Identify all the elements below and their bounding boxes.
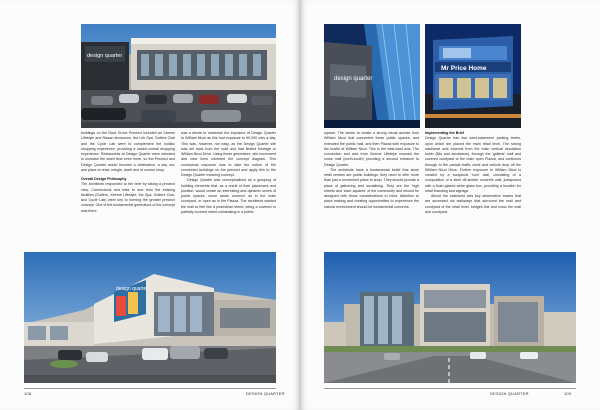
photo-wall-sign-text: design quarter [334,76,373,82]
photo-exterior-image [24,252,276,383]
photo-icon-wall-night [324,24,420,128]
left-text-column-1 [81,131,175,247]
right-text-column-1 [324,131,419,247]
photo-design-quarter-parking [81,24,276,128]
body-paragraph: Design Quarter was conceptualised as a grouping of building elements that, as a result of their placement and position, would create an interesting and dynamic series of public spaces, some areas covered, as in the main courtyard, or open as in the Piazza. The architects wanted the mall to feel like a pedestrian street, being a covered or partially covered street culminating in a public [181,178,276,214]
photo-icon-wall-image [324,24,420,128]
right-page [300,0,600,410]
right-text-column-2 [425,131,521,247]
photo-store-sign-text: Mr Price Home [441,65,487,72]
running-title: DESIGN QUARTER [490,391,529,396]
body-paragraph: Above the east/west axis key observation towers that are accessed via walkways that surround the mall and courtyard of the retail level, bridges link and cross the mall and courtyard. [425,194,521,214]
photo-mr-price-image [425,24,521,128]
body-paragraph: Design Quarter has two semi-basement parking levels, upon which are placed the main retail level. The strong east/west axis extends from the main vertical circulation tower (lifts and escalators), through the 'galleria' mall and covered courtyard to the main open Piazza, and continues through to the parade traffic circle and vehicle drop off the William Nicol Drive. Further exposure to William Nicol is created by a sculptural 'icon' wall, consisting of a composition of a steel off-shutter concrete wall, juxtaposed with a flush-glazed white glass box, providing a location for retail branding and signage. [425,136,521,193]
body-paragraph: was a desire to maximise the exposure of Design Quarter to William Nicol as this had exposure to 60,000 cars a day. This was, however, not easy, as the Design Quarter site was set back from the road and had limited frontage to William Nicol Drive. Using these generators, site movement and view lines informed the concept diagram. This conceptual response was to take the notion of the connected buildings on the precinct and apply this to the Design Quarter meaning concept. [181,131,276,177]
section-heading: Overall Design Philosophy [81,177,127,181]
photo-design-quarter-street [324,252,576,383]
body-paragraph: The architects responded to the brief by taking a precinct view. Connections and links to and from the existing facilities (Golfers, Xtreme Lifestyle, the Spa, Golfers Club, and Cycle Lab) were key to forming the greater precinct concept. One of the fundamental generators of the concept was there [81,182,175,213]
photo-parking-image [81,24,276,128]
photo-banner-text: design quarter [116,286,148,292]
footer-rule [24,388,276,389]
page-number: 109 [564,391,572,396]
body-paragraph: square. The desire to create a strong visual access from William Nicol that connected these public spaces, and extended the public mall, and then Piazza with exposure to the bustle of William Nicol. This is the east-west axis. The connection and axis from Xtreme Lifestyle crossed the cross mall (north-south) providing a second entrance to Design Quarter. [324,131,419,167]
body-paragraph: The architects have a fundamental belief that since retail centres are public buildings, they need to offer more than just a convenient place to shop. They should provide a place of gathering and socialising. They are the 'high streets and 'town squares' of the community and should be designed with those considerations in mind. Attention to place making and creating opportunities to experience the natural environment should be fundamental concerns. [324,167,419,209]
running-title: DESIGN QUARTER [246,391,285,396]
photo-street-image [324,252,576,383]
section-heading: Implementing the Brief [425,131,464,135]
footer-rule [324,388,576,389]
photo-sign-text: design quarter [87,53,123,59]
body-paragraph: buildings on the Nicol Grove Precinct included an Xtreme Lifestyle and Nissan showroom, the Life Spa, Golfers Club and the Cycle Lab were to complement the holistic shopping experience, providing a varied overall shopping experience. Restaurants at Design Quarter were intended to increase the dwell time even more, so the Precinct and Design Quarter would become a destination, a day out, and place to relax, mingle, dwell and of course shop. [81,131,175,172]
photo-design-quarter-exterior [24,252,276,383]
photo-mr-price-home-night [425,24,521,128]
page-number: 108 [24,391,32,396]
page-gutter [299,0,301,410]
left-text-column-2 [181,131,276,247]
